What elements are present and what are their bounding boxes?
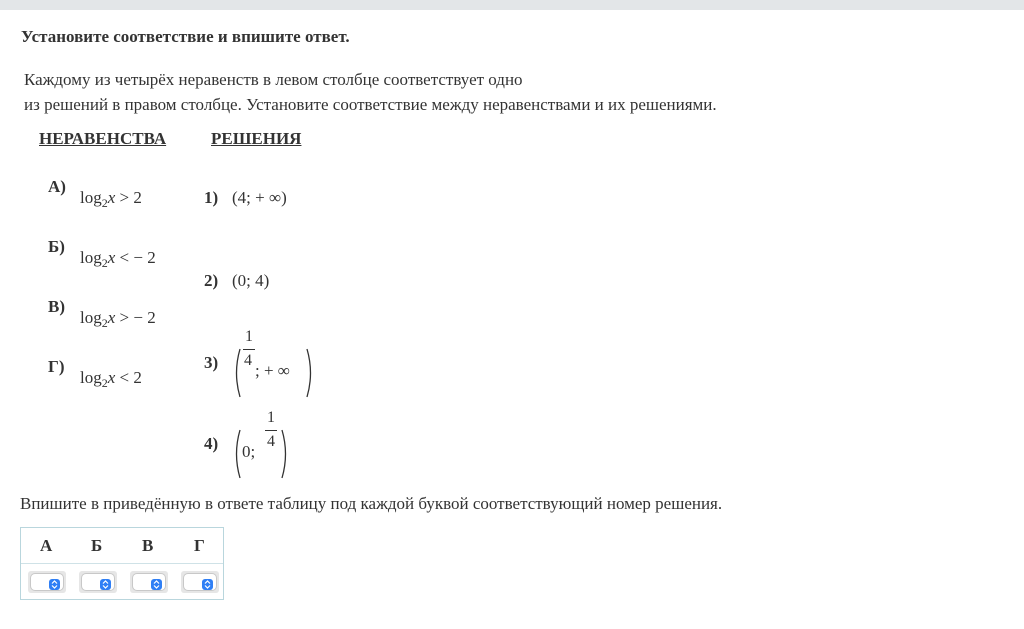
select-arrows-icon[interactable] xyxy=(100,579,111,590)
solution-3-rest: ; + ∞ xyxy=(255,361,290,380)
task-title: Установите соответствие и впишите ответ. xyxy=(21,27,350,46)
answer-header-v: В xyxy=(142,536,154,555)
solutions-header: РЕШЕНИЯ xyxy=(211,129,302,148)
fraction-line xyxy=(243,349,255,350)
solution-2: (0; 4) xyxy=(232,271,270,290)
task-text-line-2: из решений в правом столбце. Установите соответствие между неравенствами и их решениями. xyxy=(24,95,717,114)
fraction-line xyxy=(265,430,277,431)
log-text: log xyxy=(80,188,102,207)
solution-number-3: 3) xyxy=(204,353,219,372)
select-field[interactable] xyxy=(31,574,63,590)
inequality-rest: > 2 xyxy=(115,188,142,207)
inequality-a xyxy=(80,188,142,211)
variable: x xyxy=(107,248,116,267)
select-arrows-icon[interactable] xyxy=(151,579,162,590)
answer-select-v[interactable] xyxy=(130,571,168,593)
select-field[interactable] xyxy=(184,574,216,590)
answer-header-g: Г xyxy=(194,536,205,555)
answer-select-g[interactable] xyxy=(181,571,219,593)
log-base: 2 xyxy=(101,256,108,270)
task-text-line-1: Каждому из четырёх неравенств в левом столбце соответствует одно xyxy=(24,70,523,89)
log-base: 2 xyxy=(101,316,108,330)
inequality-rest: < 2 xyxy=(115,368,142,387)
log-base: 2 xyxy=(101,196,108,210)
inequality-g xyxy=(80,368,142,391)
log-base: 2 xyxy=(101,376,108,390)
table-divider xyxy=(21,563,223,564)
left-paren xyxy=(232,347,242,399)
inequality-v xyxy=(80,308,156,331)
inequality-b xyxy=(80,248,156,271)
inequalities-header: НЕРАВЕНСТВА xyxy=(39,129,167,148)
answer-header-b: Б xyxy=(91,536,103,555)
inequality-rest: < − 2 xyxy=(115,248,156,267)
select-arrows-icon[interactable] xyxy=(202,579,213,590)
variable: x xyxy=(107,308,116,327)
top-bar xyxy=(0,0,1024,10)
answer-header-a: А xyxy=(40,536,53,555)
inequality-letter-g: Г) xyxy=(48,357,65,376)
fraction-denominator: 4 xyxy=(267,433,275,450)
right-paren xyxy=(280,428,290,480)
solution-number-4: 4) xyxy=(204,434,219,453)
select-field[interactable] xyxy=(82,574,114,590)
inequality-letter-a: А) xyxy=(48,177,66,196)
solution-number-1: 1) xyxy=(204,188,219,207)
answer-select-b[interactable] xyxy=(79,571,117,593)
log-text: log xyxy=(80,308,102,327)
inequality-letter-b: Б) xyxy=(48,237,65,256)
solution-1: (4; + ∞) xyxy=(232,188,287,207)
select-field[interactable] xyxy=(133,574,165,590)
fraction-numerator: 1 xyxy=(245,328,253,345)
log-text: log xyxy=(80,248,102,267)
answer-select-a[interactable] xyxy=(28,571,66,593)
fraction-denominator: 4 xyxy=(244,352,252,369)
left-paren xyxy=(232,428,242,480)
solution-number-2: 2) xyxy=(204,271,219,290)
inequality-letter-v: В) xyxy=(48,297,65,316)
instruction-text: Впишите в приведённую в ответе таблицу под каждой буквой соответствующий номер решения. xyxy=(20,494,723,513)
right-paren xyxy=(305,347,315,399)
variable: x xyxy=(107,368,116,387)
inequality-rest: > − 2 xyxy=(115,308,156,327)
fraction-numerator: 1 xyxy=(267,409,275,426)
solution-4-start: 0; xyxy=(242,442,256,461)
variable: x xyxy=(107,188,116,207)
log-text: log xyxy=(80,368,102,387)
select-arrows-icon[interactable] xyxy=(49,579,60,590)
